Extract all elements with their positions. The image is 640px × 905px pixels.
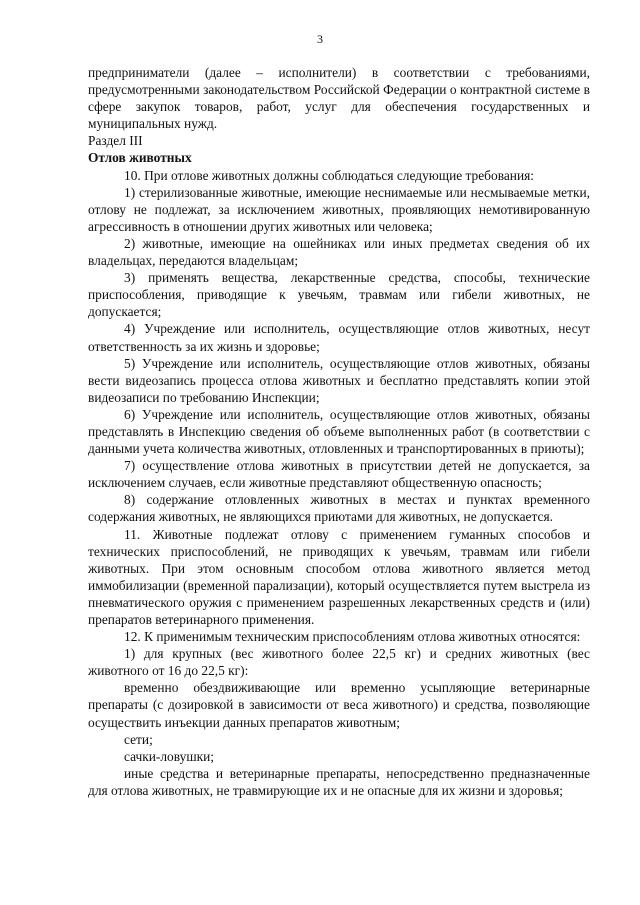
clause-12-item-1-drugs: временно обездвиживающие или временно усыпляющие ветеринарные препараты (с дозировкой в зависимости от веса животного) и средства, позволяющие осуществить инъекции данных препаратов животным; <box>88 680 590 730</box>
clause-12: 12. К применимым техническим приспособлениям отлова животных относятся: <box>124 629 581 645</box>
clause-11: 11. Животные подлежат отлову с применением гуманных способов и технических приспособлений, не приводящих к увечьям, травмам или гибели животных. При этом основным способом отлова животного является метод иммобилизации (временной парализации), который осуществляется путем выстрела из пневматического оружия с применением разрешенных лекарственных средств и (или) препаратов ветеринарного применения. <box>88 526 590 627</box>
intro-paragraph: предприниматели (далее – исполнители) в соответствии с требованиями, предусмотренными законодательством Российской Федерации о контрактной системе в сфере закупок товаров, работ, услуг для обеспечения государственных и муниципальных нужд. <box>88 65 590 132</box>
clause-10-item-8: 8) содержание отловленных животных в местах и пунктах временного содержания животных, не являющихся приютами для животных, не допускается. <box>88 492 590 525</box>
clause-12-item-1-traps: сачки-ловушки; <box>124 748 215 764</box>
document-body <box>88 64 590 799</box>
clause-10-item-4: 4) Учреждение или исполнитель, осуществляющие отлов животных, несут ответственность за их жизнь и здоровье; <box>88 321 590 354</box>
clause-12-item-1-nets: сети; <box>124 731 153 747</box>
clause-10-item-6: 6) Учреждение или исполнитель, осуществляющие отлов животных, обязаны представлять в Инспекцию сведения об объеме выполненных работ (в соответствии с данными учета количества животных, отловленных и транспортированных в приюты); <box>88 406 590 457</box>
section-title: Раздел III <box>88 133 143 149</box>
clause-12-item-1: 1) для крупных (вес животного более 22,5 кг) и средних животных (вес животного от 16 до 22,5 кг): <box>88 646 590 679</box>
clause-10-item-5: 5) Учреждение или исполнитель, осуществляющие отлов животных, обязаны вести видеозапись процесса отлова животных и бесплатно представлять копии этой видеозаписи по требованию Инспекции; <box>88 355 590 405</box>
clause-10-item-3: 3) применять вещества, лекарственные средства, способы, технические приспособления, приводящие к увечьям, травмам или гибели животных, не допускается; <box>88 270 590 320</box>
page-number: 3 <box>317 32 323 46</box>
section-subtitle: Отлов животных <box>88 150 192 166</box>
clause-10-item-1: 1) стерилизованные животные, имеющие неснимаемые или несмываемые метки, отлову не подлежат, за исключением животных, проявляющих немотивированную агрессивность в отношении других животных или человека; <box>88 184 590 234</box>
clause-10-item-2: 2) животные, имеющие на ошейниках или иных предметах сведения об их владельцах, передаются владельцам; <box>88 235 590 269</box>
clause-10: 10. При отлове животных должны соблюдаться следующие требования: <box>124 167 534 183</box>
clause-12-item-1-other: иные средства и ветеринарные препараты, непосредственно предназначенные для отлова животных, не травмирующие их и не опасные для их жизни и здоровья; <box>88 765 590 798</box>
clause-10-item-7: 7) осуществление отлова животных в присутствии детей не допускается, за исключением случаев, если животные представляют общественную опасность; <box>88 458 590 491</box>
